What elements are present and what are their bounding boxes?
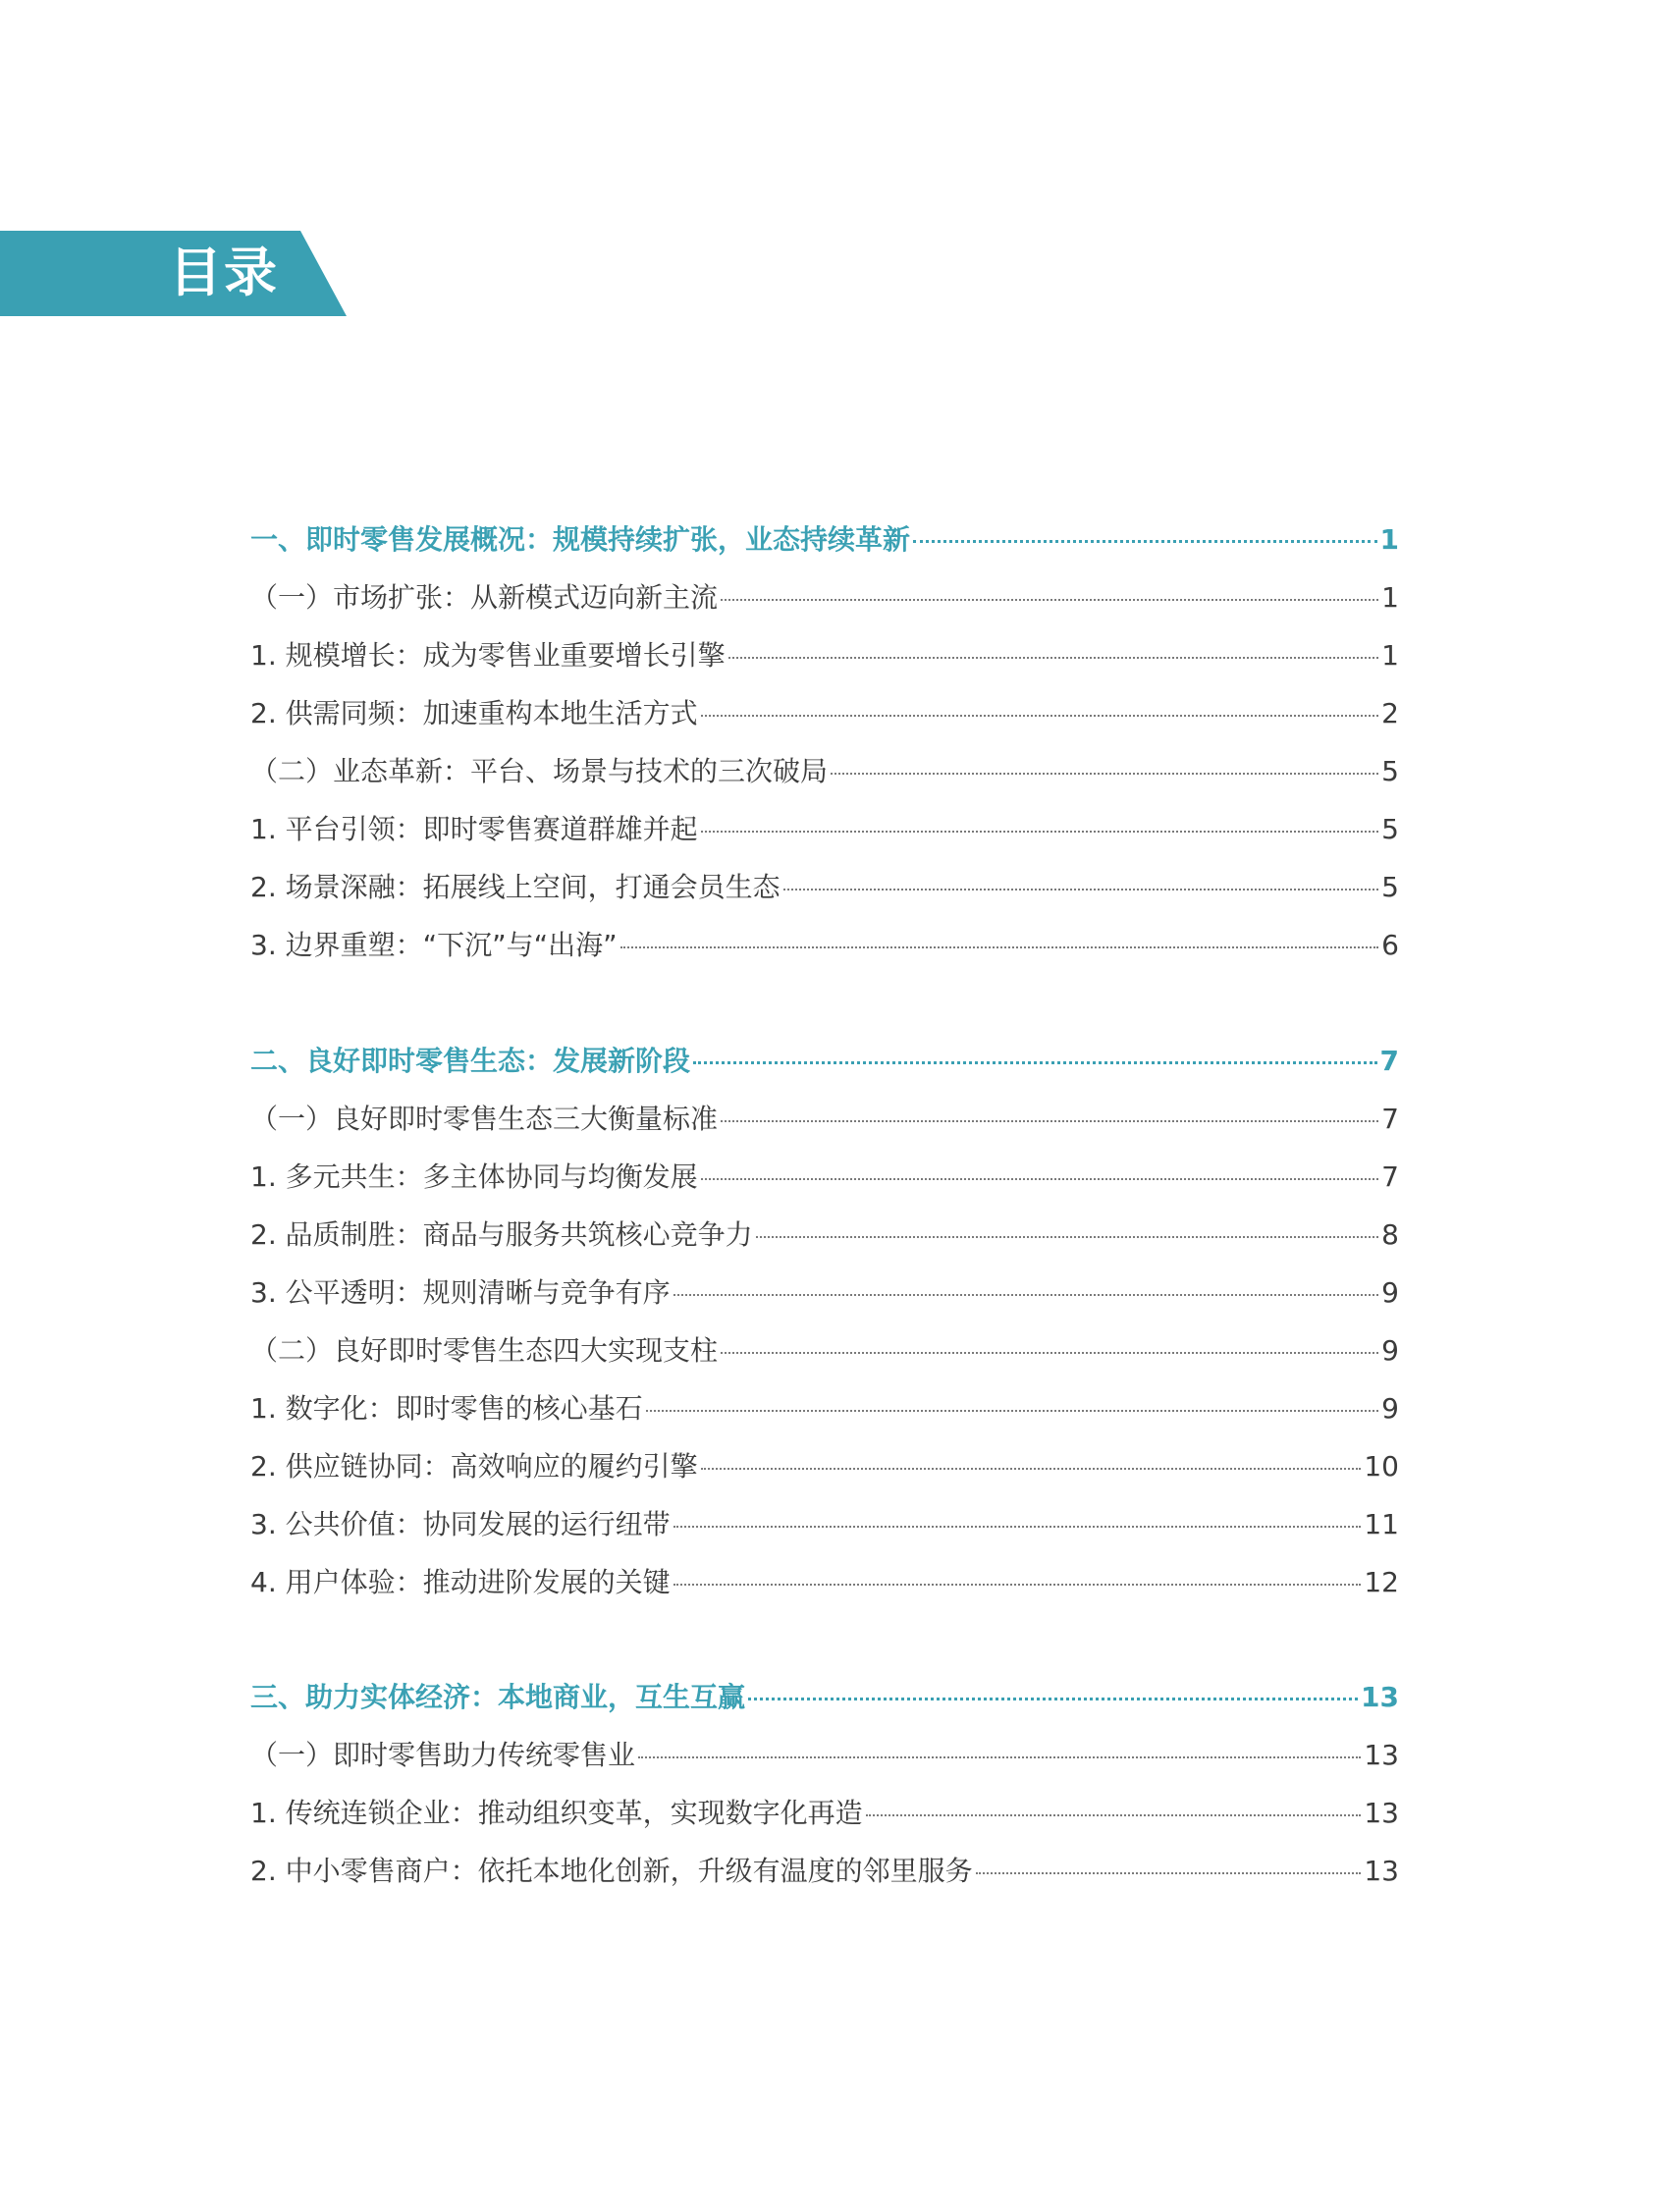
toc-page-number: 2 — [1381, 697, 1399, 729]
toc-leader — [976, 1872, 1362, 1874]
toc-leader — [701, 715, 1379, 717]
toc-item[interactable] — [250, 1388, 1399, 1430]
toc-label: 3. 公共价值：协同发展的运行纽带 — [250, 1508, 671, 1540]
toc-label: （一）即时零售助力传统零售业 — [250, 1739, 636, 1771]
toc-page-number: 13 — [1361, 1681, 1399, 1713]
toc-label: （一）市场扩张：从新模式迈向新主流 — [250, 581, 719, 614]
toc-label: 2. 供需同频：加速重构本地生活方式 — [250, 697, 698, 729]
toc-label: 3. 公平透明：规则清晰与竞争有序 — [250, 1276, 671, 1309]
toc-label: （二）业态革新：平台、场景与技术的三次破局 — [250, 755, 829, 787]
toc-chapter-1[interactable] — [250, 519, 1399, 561]
toc-item[interactable] — [250, 1504, 1399, 1545]
toc-page-number: 12 — [1364, 1566, 1399, 1598]
toc-item[interactable] — [250, 925, 1399, 966]
toc-page-number: 1 — [1381, 639, 1399, 672]
toc-page-number: 7 — [1381, 1103, 1399, 1135]
toc-section[interactable] — [250, 1735, 1399, 1776]
toc-item[interactable] — [250, 635, 1399, 676]
toc-label: 1. 数字化：即时零售的核心基石 — [250, 1392, 643, 1425]
toc-section[interactable] — [250, 1099, 1399, 1140]
toc-leader — [831, 773, 1378, 775]
toc-label: 一、即时零售发展概况：规模持续扩张，业态持续革新 — [250, 523, 911, 556]
toc-leader — [728, 657, 1379, 659]
toc-page-number: 9 — [1381, 1276, 1399, 1309]
toc-chapter-3[interactable] — [250, 1677, 1399, 1718]
toc-page-number: 6 — [1381, 929, 1399, 961]
toc-section[interactable] — [250, 577, 1399, 619]
toc-leader — [721, 1120, 1378, 1122]
toc-page-number: 1 — [1379, 523, 1399, 556]
toc-page-number: 5 — [1381, 813, 1399, 845]
toc-leader — [866, 1814, 1362, 1816]
toc-label: 2. 供应链协同：高效响应的履约引擎 — [250, 1450, 698, 1483]
toc-leader — [620, 946, 1379, 948]
toc-item[interactable] — [250, 1272, 1399, 1314]
toc-page-number: 5 — [1381, 871, 1399, 903]
toc-label: 1. 规模增长：成为零售业重要增长引擎 — [250, 639, 726, 672]
toc-leader — [701, 1468, 1362, 1470]
toc-page-number: 13 — [1364, 1797, 1399, 1829]
toc-item[interactable] — [250, 1214, 1399, 1256]
toc-page-number: 1 — [1381, 581, 1399, 614]
toc-label: 4. 用户体验：推动进阶发展的关键 — [250, 1566, 671, 1598]
toc-item[interactable] — [250, 867, 1399, 908]
toc-page-number: 9 — [1381, 1392, 1399, 1425]
toc-page-number: 7 — [1381, 1160, 1399, 1193]
toc-leader — [646, 1410, 1379, 1412]
toc-leader — [748, 1698, 1358, 1700]
toc-leader — [638, 1756, 1361, 1758]
toc-chapter-2[interactable] — [250, 1041, 1399, 1082]
toc-item[interactable] — [250, 1793, 1399, 1834]
toc-leader — [673, 1294, 1379, 1296]
toc-page-number: 5 — [1381, 755, 1399, 787]
toc-page-number: 9 — [1381, 1334, 1399, 1367]
toc-item[interactable] — [250, 1851, 1399, 1892]
toc-label: 二、良好即时零售生态：发展新阶段 — [250, 1045, 691, 1077]
toc-leader — [701, 1178, 1379, 1180]
toc-leader — [913, 540, 1377, 543]
toc-label: 1. 多元共生：多主体协同与均衡发展 — [250, 1160, 698, 1193]
toc-leader — [721, 1352, 1378, 1354]
toc-page-number: 13 — [1364, 1739, 1399, 1771]
toc-page-number: 10 — [1364, 1450, 1399, 1483]
toc-item[interactable] — [250, 693, 1399, 734]
toc-label: 三、助力实体经济：本地商业，互生互赢 — [250, 1681, 746, 1713]
toc-label: 3. 边界重塑：“下沉”与“出海” — [250, 929, 618, 961]
toc-section[interactable] — [250, 1330, 1399, 1372]
toc-page-number: 11 — [1364, 1508, 1399, 1540]
toc-label: 1. 平台引领：即时零售赛道群雄并起 — [250, 813, 698, 845]
toc-section[interactable] — [250, 751, 1399, 792]
toc-leader — [756, 1236, 1379, 1238]
toc-label: 2. 品质制胜：商品与服务共筑核心竞争力 — [250, 1218, 753, 1251]
toc-label: （二）良好即时零售生态四大实现支柱 — [250, 1334, 719, 1367]
page-title: 目录 — [169, 242, 279, 303]
toc-item[interactable] — [250, 1157, 1399, 1198]
toc-label: 1. 传统连锁企业：推动组织变革，实现数字化再造 — [250, 1797, 863, 1829]
toc-leader — [721, 599, 1378, 601]
toc-page-number: 8 — [1381, 1218, 1399, 1251]
toc-label: （一）良好即时零售生态三大衡量标准 — [250, 1103, 719, 1135]
toc-page-number: 13 — [1364, 1855, 1399, 1887]
toc-label: 2. 中小零售商户：依托本地化创新，升级有温度的邻里服务 — [250, 1855, 973, 1887]
toc-label: 2. 场景深融：拓展线上空间，打通会员生态 — [250, 871, 781, 903]
toc-leader — [783, 889, 1379, 890]
toc-leader — [673, 1526, 1362, 1528]
toc-leader — [673, 1584, 1362, 1586]
toc-leader — [701, 831, 1379, 833]
toc-item[interactable] — [250, 1446, 1399, 1487]
toc-page-number: 7 — [1379, 1045, 1399, 1077]
toc-item[interactable] — [250, 809, 1399, 850]
toc-leader — [693, 1061, 1377, 1064]
toc-item[interactable] — [250, 1562, 1399, 1603]
